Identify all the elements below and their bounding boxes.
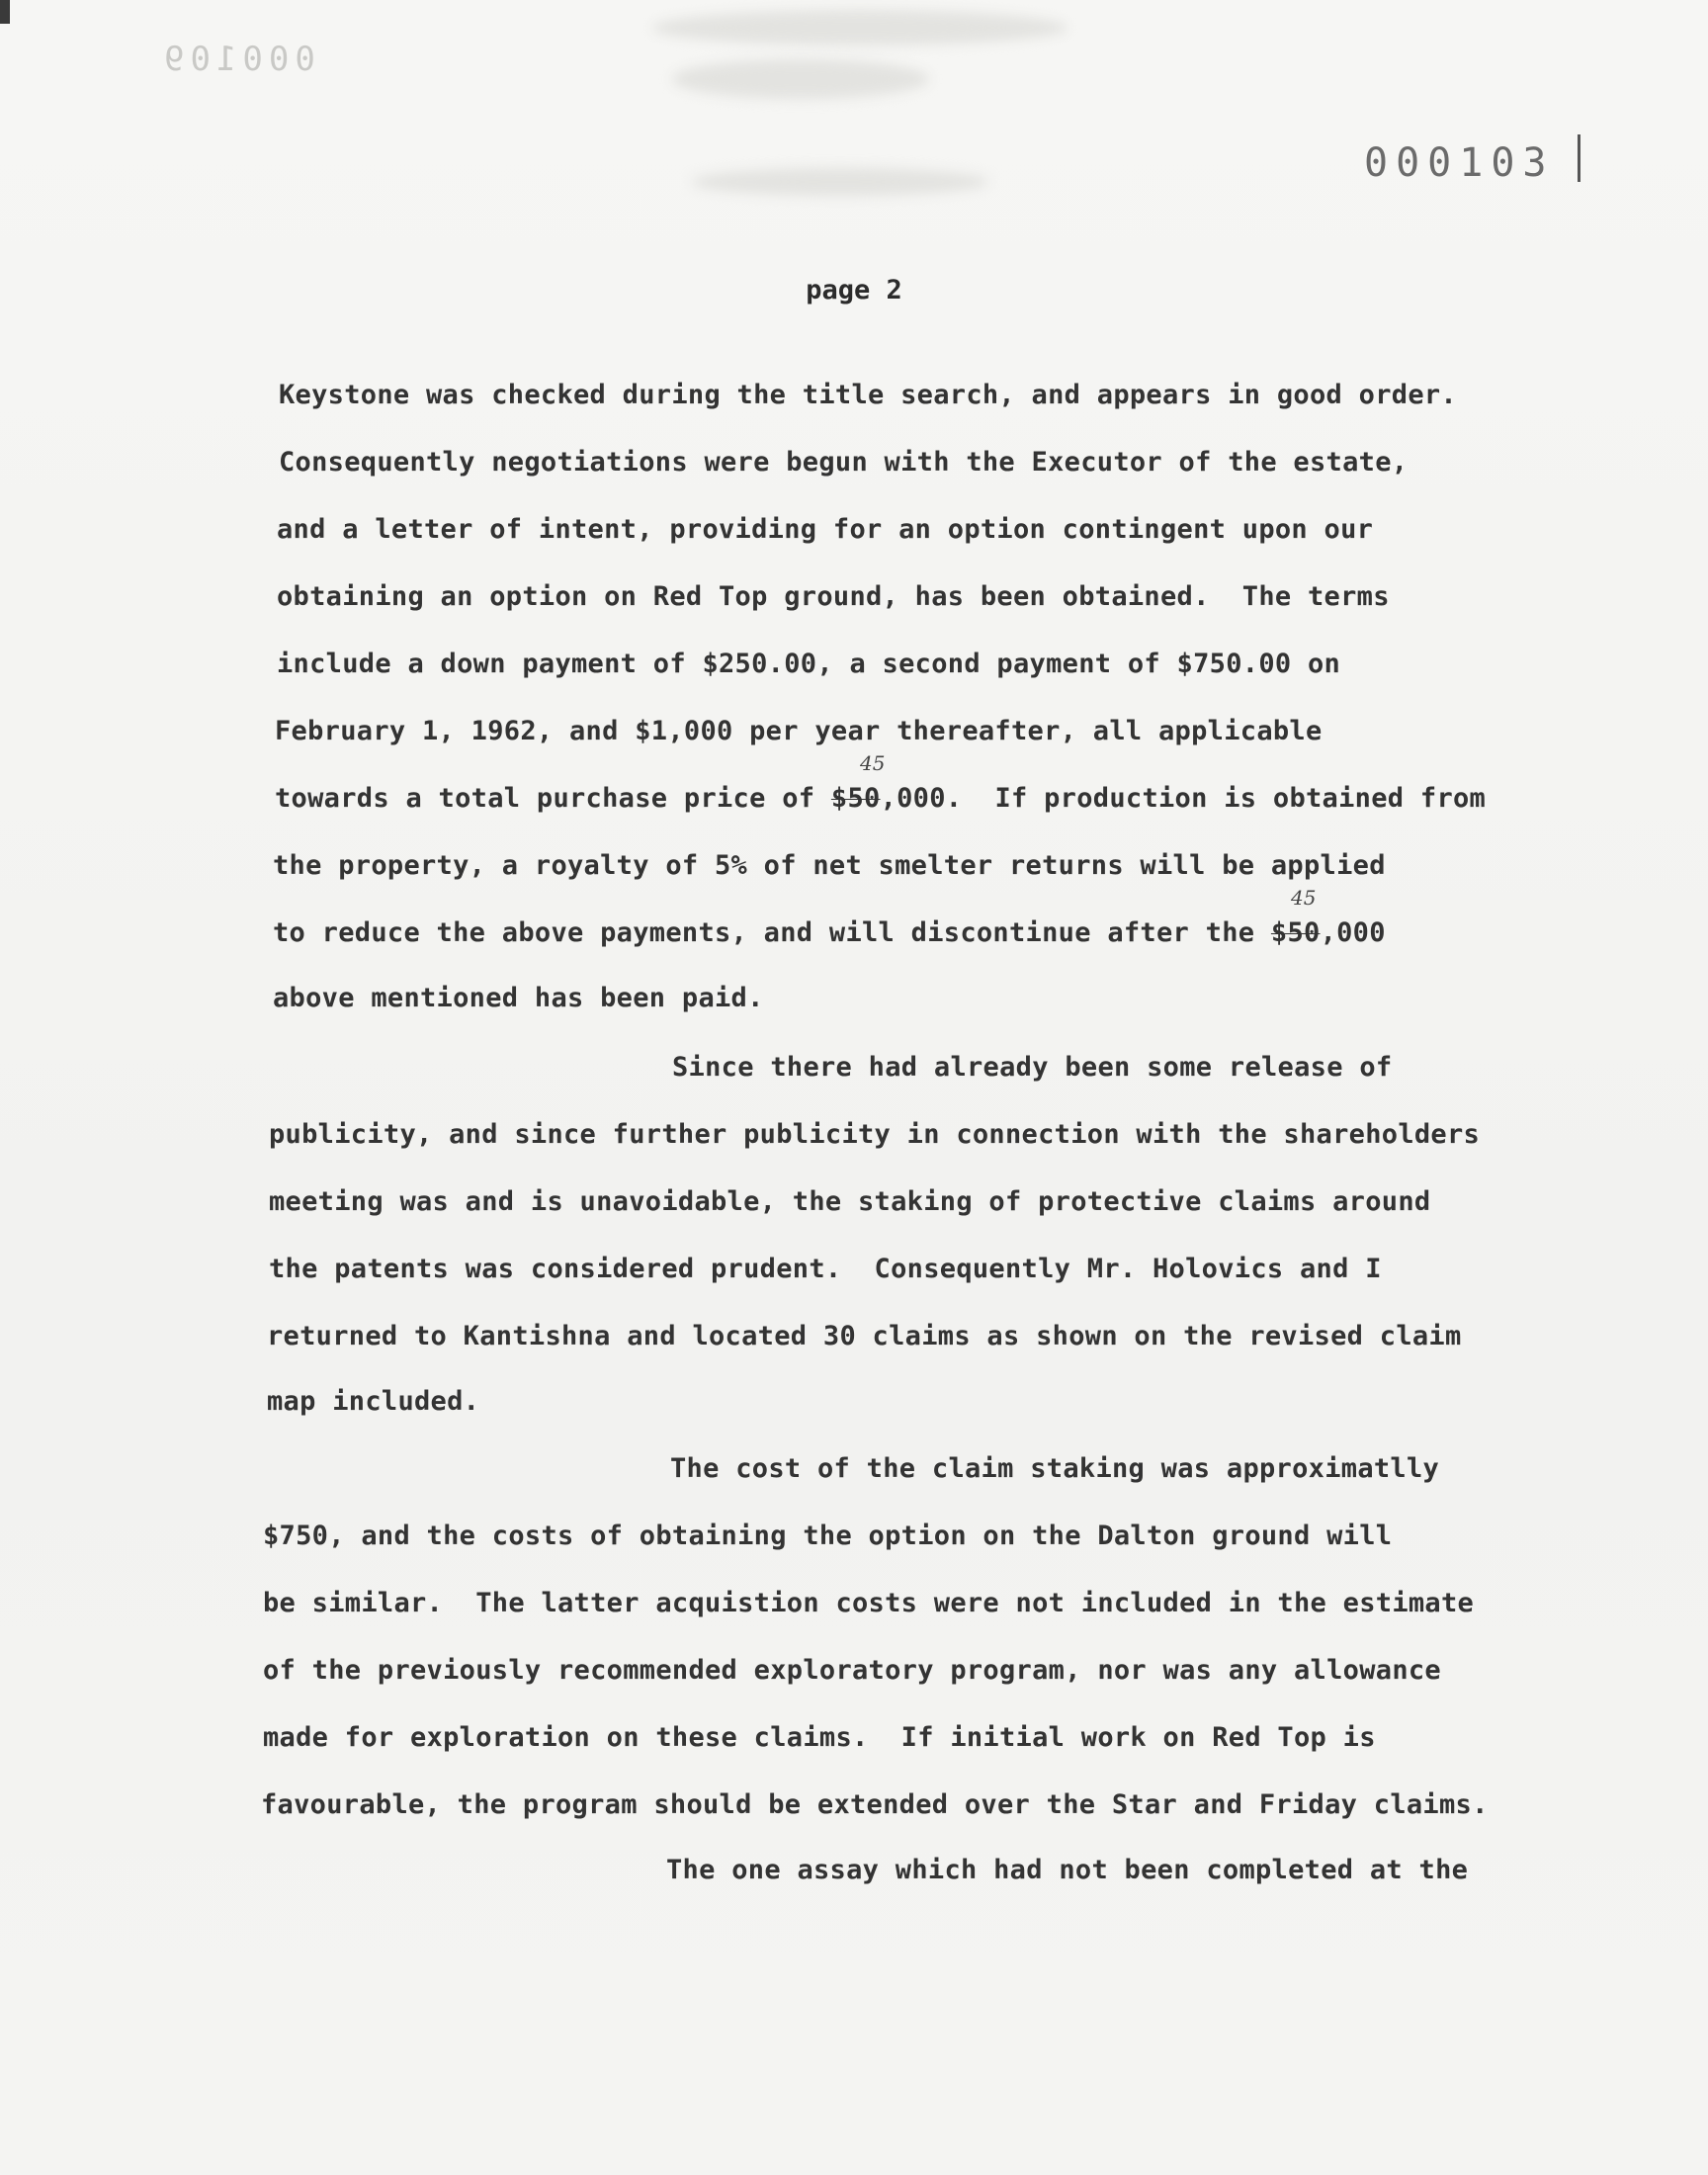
text-line: Consequently negotiations were begun with the Executor of the estate,: [279, 447, 1409, 478]
stamp-tick-mark: [1578, 134, 1580, 182]
bleed-smudge: [692, 168, 988, 196]
bleed-through-number: 000109: [158, 40, 315, 79]
text-segment: towards a total purchase price of: [275, 783, 831, 814]
text-line: The one assay which had not been completed at the: [666, 1855, 1469, 1885]
text-line: favourable, the program should be extended over the Star and Friday claims.: [261, 1789, 1489, 1820]
bleed-smudge: [672, 59, 929, 99]
text-line-reduce-payments: [273, 917, 1386, 948]
text-line: the patents was considered prudent. Consequently Mr. Holovics and I: [269, 1254, 1382, 1284]
text-segment: to reduce the above payments, and will discontinue after the: [273, 917, 1271, 948]
text-line: $750, and the costs of obtaining the option on the Dalton ground will: [263, 1521, 1393, 1551]
handwritten-correction: 45: [1291, 886, 1317, 910]
text-line: The cost of the claim staking was approximatlly: [670, 1453, 1440, 1484]
bleed-smudge: [652, 10, 1068, 45]
text-line: include a down payment of $250.00, a second payment of $750.00 on: [277, 649, 1341, 679]
struck-amount: $50: [830, 783, 881, 814]
text-line-purchase-price: [275, 783, 1486, 814]
text-line: returned to Kantishna and located 30 claims as shown on the revised claim: [267, 1321, 1462, 1351]
text-line: of the previously recommended exploratory program, nor was any allowance: [263, 1655, 1441, 1686]
text-line: above mentioned has been paid.: [273, 983, 764, 1013]
text-line: Since there had already been some release of: [672, 1052, 1393, 1083]
struck-amount: $50: [1270, 917, 1321, 948]
text-line: meeting was and is unavoidable, the staking of protective claims around: [269, 1186, 1431, 1217]
text-line: made for exploration on these claims. If initial work on Red Top is: [263, 1722, 1376, 1753]
text-line: and a letter of intent, providing for an option contingent upon our: [277, 514, 1374, 545]
text-line: obtaining an option on Red Top ground, has been obtained. The terms: [277, 581, 1390, 612]
document-stamp-number: 000103: [1364, 140, 1555, 186]
handwritten-correction: 45: [860, 751, 886, 775]
text-line: February 1, 1962, and $1,000 per year thereafter, all applicable: [275, 716, 1323, 746]
text-line: Keystone was checked during the title search, and appears in good order.: [279, 380, 1457, 410]
text-line: the property, a royalty of 5% of net smelter returns will be applied: [273, 850, 1386, 881]
page-label: page 2: [806, 275, 902, 305]
text-segment: ,000. If production is obtained from: [880, 783, 1487, 814]
scan-edge-mark: [0, 0, 10, 24]
text-line: be similar. The latter acquistion costs were not included in the estimate: [263, 1588, 1475, 1618]
text-line: publicity, and since further publicity in connection with the shareholders: [269, 1119, 1481, 1150]
text-line: map included.: [267, 1386, 480, 1417]
text-segment: ,000: [1320, 917, 1386, 948]
